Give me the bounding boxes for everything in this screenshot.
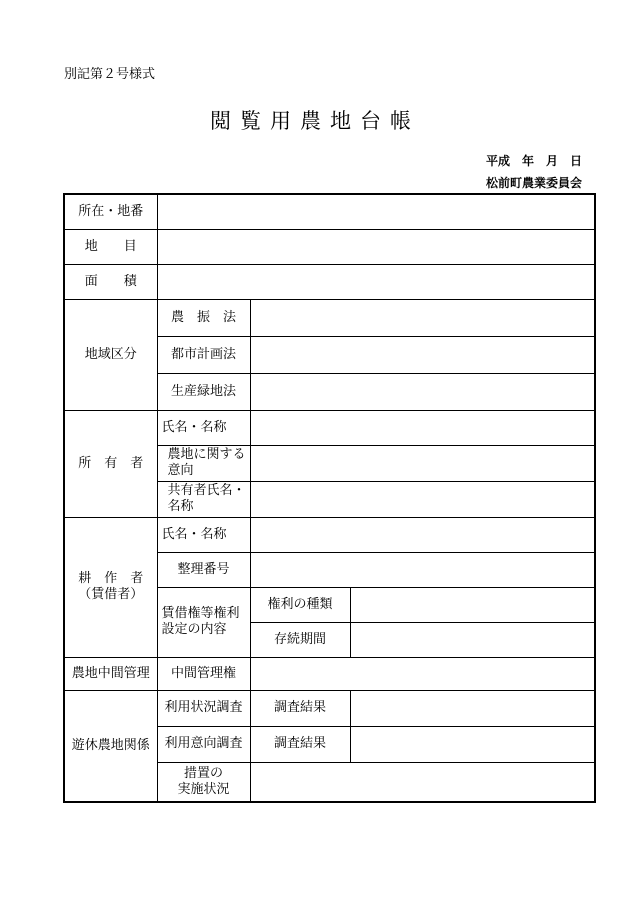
document-title: 閲覧用農地台帳 <box>210 109 420 133</box>
right-type-value-cell <box>350 587 595 622</box>
zoning-item-green-production: 生産緑地法 <box>157 373 250 410</box>
owner-label: 所 有 者 <box>64 410 157 517</box>
cultivator-label <box>64 517 157 657</box>
table-row-area <box>64 264 595 299</box>
land-category-label: 地 目 <box>64 229 157 264</box>
table-row-land-category <box>64 229 595 264</box>
zoning-label: 地域区分 <box>64 299 157 410</box>
cultivator-value-cell <box>250 517 595 552</box>
cultivator-label-line2: （賃借者） <box>78 587 144 602</box>
zoning-item-city-planning: 都市計画法 <box>157 336 250 373</box>
area-label: 面 積 <box>64 264 157 299</box>
intent-survey-result-label: 調査結果 <box>250 726 350 762</box>
usage-survey: 利用状況調査 <box>157 690 250 726</box>
right-type-label: 権利の種類 <box>250 587 350 622</box>
cultivator-reg-number: 整理番号 <box>157 552 250 587</box>
table-row-owner-1 <box>64 410 595 445</box>
zoning-value-cell <box>250 336 595 373</box>
table-row-intermediary <box>64 657 595 690</box>
intent-survey: 利用意向調査 <box>157 726 250 762</box>
land-category-value-cell <box>157 229 595 264</box>
idle-land-label: 遊休農地関係 <box>64 690 157 802</box>
zoning-value-cell <box>250 373 595 410</box>
measures-status-line1: 措置の <box>183 765 223 781</box>
intent-survey-result-value-cell <box>350 726 595 762</box>
area-value-cell <box>157 264 595 299</box>
cultivator-label-line1: 耕 作 者 <box>78 571 144 586</box>
owner-land-intent: 農地に関する意向 <box>157 445 250 481</box>
cultivator-value-cell <box>250 552 595 587</box>
table-row-idle-1 <box>64 690 595 726</box>
owner-name: 氏名・名称 <box>157 410 250 445</box>
duration-label: 存続期間 <box>250 622 350 657</box>
ledger-table <box>63 193 596 803</box>
location-value-cell <box>157 194 595 229</box>
table-row-cultivator-1 <box>64 517 595 552</box>
usage-survey-result-label: 調査結果 <box>250 690 350 726</box>
cultivator-lease-content: 賃借権等権利設定の内容 <box>157 587 250 657</box>
intermediary-value-cell <box>250 657 595 690</box>
owner-co-owner: 共有者氏名・名称 <box>157 481 250 517</box>
table-row-zoning-1 <box>64 299 595 336</box>
cultivator-name: 氏名・名称 <box>157 517 250 552</box>
owner-value-cell <box>250 481 595 517</box>
issuer: 松前町農業委員会 <box>485 176 582 190</box>
intermediary-right: 中間管理権 <box>157 657 250 690</box>
zoning-value-cell <box>250 299 595 336</box>
date-line: 平成 年 月 日 <box>485 154 582 168</box>
location-label: 所在・地番 <box>64 194 157 229</box>
usage-survey-result-value-cell <box>350 690 595 726</box>
owner-value-cell <box>250 445 595 481</box>
intermediary-label: 農地中間管理 <box>64 657 157 690</box>
measures-status-line2: 実施状況 <box>177 781 230 797</box>
owner-value-cell <box>250 410 595 445</box>
form-number: 別記第２号様式 <box>64 67 156 82</box>
duration-value-cell <box>350 622 595 657</box>
measures-value-cell <box>250 762 595 802</box>
zoning-item-agri-promotion: 農 振 法 <box>157 299 250 336</box>
measures-status <box>157 762 250 802</box>
table-row-location <box>64 194 595 229</box>
